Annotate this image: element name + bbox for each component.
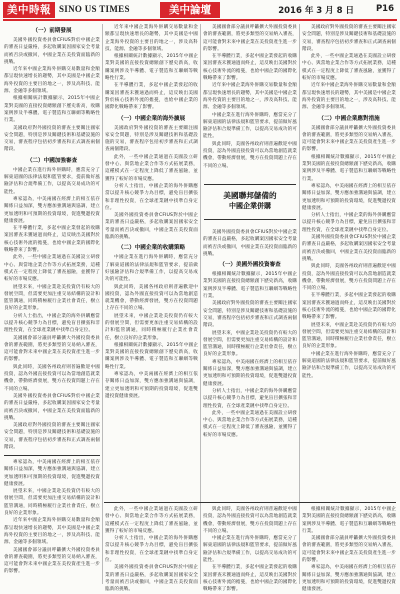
paragraph: 專家認為，中美兩國在經濟上的相互依存關係日益加深，雙方應加強溝通與協調，建立更加透明和可預期的投資環境，促進雙邊投資健康發展。: [4, 460, 100, 487]
page-number: P16: [375, 4, 394, 14]
article-headline: [204, 184, 296, 220]
headline-line-2: 中國企業併購: [229, 202, 271, 210]
paragraph: 中國企業在進行海外併購時，應當充分了解東道國的法律法規和監管要求，提前做好風險評估和合規準備工作，以提高交易成功的可能性。: [4, 167, 100, 195]
section-subhead: （一）中國企業的海外擴展: [117, 115, 186, 122]
paragraph: 此外，一些中國企業通過在美國設立研發中心、與當地企業合作等方式拓展業務，這種模式在一定程度上降低了審查風險，並獲得了較好的市場反應。: [105, 154, 198, 182]
paragraph: 與此同時，美國各州政府則普遍歡迎中國投資，認為外國直接投資可以為當地創造就業機會，帶動經濟發展，雙方在投資問題上存在不同的立場。: [203, 141, 297, 169]
paragraph: 美國政府對外國投資的審查主要關注國家安全問題，特別是涉及關鍵技術和基礎設施的交易，審查程序包括初步審查和正式調查兩個階段。: [4, 125, 100, 153]
paragraph: 分析人士指出，中國企業的海外併購應當以提升核心競爭力為目標，避免盲目擴張和非理性投資，在全球產業鏈中找準自身定位。: [302, 213, 396, 233]
column-1: [4, 24, 100, 452]
paragraph: 展望未來，中國企業赴美投資仍有較大的發展空間，但需要更加注重交易結構的設計和監管溝通，同時積極履行企業社會責任，樹立良好的企業形象。: [302, 322, 396, 350]
paragraph: 美國國會部分議員呼籲擴大外國投資委員會的審查範圍，將更多類型的交易納入審查，這可能會對未來中國企業在美投資產生進一步的影響。: [203, 25, 297, 52]
paragraph: 專家認為，中美兩國在經濟上的相互依存關係日益加深，雙方應加強溝通與協調，建立更加透明和可預期的投資環境，促進雙邊投資健康發展。: [203, 359, 297, 387]
paragraph: 近年來中國企業海外併購交易數量和金額都呈現快速增長的趨勢，其中美國是中國企業海外投資的主要目的地之一，涉及高科技、能源、金融等多個領域。: [4, 67, 100, 95]
paragraph: 分析人士指出，中國企業的海外併購應當以提升核心競爭力為目標，避免盲目擴張和非理性投資，在全球產業鏈中找準自身定位。: [203, 388, 297, 409]
column-3-lower: [203, 506, 297, 593]
paragraph: 在半導體行業，多起中國企業發起的收購案因審查未獲通過而終止，這反映出美國對於核心技術外流的擔憂，也給中國企業的國際化戰略帶來了影響。: [105, 83, 198, 111]
paragraph: 美國國會部分議員呼籲擴大外國投資委員會的審查範圍，將更多類型的交易納入審查，這可能會對未來中國企業在美投資產生進一步的影響。: [4, 547, 100, 575]
paragraph: 專家認為，中美兩國在經濟上的相互依存關係日益加深，雙方應加強溝通與協調，建立更加透明和可預期的投資環境，促進雙邊投資健康發展。: [302, 183, 396, 211]
column-divider: [299, 24, 300, 584]
paragraph: 美國政府對外國投資的審查主要關注國家安全問題，特別是涉及關鍵技術和基礎設施的交易，審查程序包括初步審查和正式調查兩個階段。: [4, 423, 100, 451]
paragraph: 此外，一些中國企業通過在美國設立研發中心、與當地企業合作等方式拓展業務，這種模式在一定程度上降低了審查風險，並獲得了較好的市場反應。: [203, 410, 297, 438]
newspaper-logo: 美中時報: [3, 2, 55, 18]
paragraph: 美國外國投資委員會CFIUS對於中國企業的審查日益嚴格，多起收購案因國家安全考量而被否決或撤回，中國企業在美投資面臨新的挑戰。: [105, 213, 198, 241]
paragraph: 與此同時，美國各州政府則普遍歡迎中國投資，認為外國直接投資可以為當地創造就業機會，帶動經濟發展，雙方在投資問題上存在不同的立場。: [105, 284, 198, 312]
section-subhead: （一）前期發展: [32, 28, 72, 34]
column-3-upper: [203, 24, 297, 181]
paragraph: 在半導體行業，多起中國企業發起的收購案因審查未獲通過而終止，這反映出美國對於核心技術外流的擔憂，也給中國企業的國際化戰略帶來了影響。: [203, 54, 297, 82]
paragraph: 美國國會部分議員呼籲擴大外國投資委員會的審查範圍，將更多類型的交易納入審查，這可能會對未來中國企業在美投資產生進一步的影響。: [302, 125, 396, 153]
header-rule: [3, 19, 397, 21]
paragraph: 根據相關統計數據顯示，2015年中國企業對美國的直接投資總額創下歷史新高，收購案例涉及半導體、電子製造和互聯網等戰略性行業。: [105, 342, 198, 370]
paragraph: 展望未來，中國企業赴美投資仍有較大的發展空間，但需要更加注重交易結構的設計和監管溝通，同時積極履行企業社會責任，樹立良好的企業形象。: [4, 284, 100, 312]
section-subhead: （二）中國加強審查: [26, 157, 78, 164]
paragraph: 專家認為，中美兩國在經濟上的相互依存關係日益加深，雙方應加強溝通與協調，建立更加透明和可預期的投資環境，促進雙邊投資健康發展。: [4, 196, 100, 224]
paragraph: 分析人士指出，中國企業的海外併購應當以提升核心競爭力為目標，避免盲目擴張和非理性投資，在全球產業鏈中找準自身定位。: [105, 536, 198, 564]
column-3-mid: [203, 229, 297, 499]
newspaper-name: SINO US TIMES: [59, 4, 130, 14]
paragraph: 美國國會部分議員呼籲擴大外國投資委員會的審查範圍，將更多類型的交易納入審查，這可能會對未來中國企業在美投資產生進一步的影響。: [4, 335, 100, 363]
section-subhead: （二）中國企業的收購策略: [117, 245, 186, 252]
paragraph: 中國企業在進行海外併購時，應當充分了解東道國的法律法規和監管要求，提前做好風險評估和合規準備工作，以提高交易成功的可能性。: [203, 112, 297, 140]
paragraph: 美國外國投資委員會CFIUS對於中國企業的審查日益嚴格，多起收購案因國家安全考量而被否決或撤回，中國企業在美投資面臨新的挑戰。: [4, 393, 100, 421]
paragraph: 中國企業在進行海外併購時，應當充分了解東道國的法律法規和監管要求，提前做好風險評估和合規準備工作，以提高交易成功的可能性。: [203, 536, 297, 564]
article-separator: [104, 502, 396, 503]
paragraph: 與此同時，美國各州政府則普遍歡迎中國投資，認為外國直接投資可以為當地創造就業機會，帶動經濟發展，雙方在投資問題上存在不同的立場。: [302, 264, 396, 292]
column-divider: [200, 24, 201, 584]
page-header: [0, 0, 400, 20]
paragraph: 近年來中國企業海外併購交易數量和金額都呈現快速增長的趨勢，其中美國是中國企業海外投資的主要目的地之一，涉及高科技、能源、金融等多個領域。: [203, 83, 297, 111]
paragraph: 美國外國投資委員會CFIUS對於中國企業的審查日益嚴格，多起收購案因國家安全考量而被否決或撤回，中國企業在美投資面臨新的挑戰。: [105, 565, 198, 593]
headline-line-1: 美國聯邦儲備的: [223, 191, 277, 200]
paragraph: 近年來中國企業海外併購交易數量和金額都呈現快速增長的趨勢，其中美國是中國企業海外投資的主要目的地之一，涉及高科技、能源、金融等多個領域。: [4, 518, 100, 546]
paragraph: 美國政府對外國投資的審查主要關注國家安全問題，特別是涉及關鍵技術和基礎設施的交易，審查程序包括初步審查和正式調查兩個階段。: [105, 125, 198, 153]
paragraph: 在半導體行業，多起中國企業發起的收購案因審查未獲通過而終止，這反映出美國對於核心技術外流的擔憂，也給中國企業的國際化戰略帶來了影響。: [4, 226, 100, 254]
paragraph: 根據相關統計數據顯示，2015年中國企業對美國的直接投資總額創下歷史新高，收購案例涉及半導體、電子製造和互聯網等戰略性行業。: [302, 507, 396, 534]
article-separator: [4, 455, 100, 456]
paragraph: 在半導體行業，多起中國企業發起的收購案因審查未獲通過而終止，這反映出美國對於核心技術外流的擔憂，也給中國企業的國際化戰略帶來了影響。: [203, 565, 297, 593]
paragraph: 在半導體行業，多起中國企業發起的收購案因審查未獲通過而終止，這反映出美國對於核心技術外流的擔憂，也給中國企業的國際化戰略帶來了影響。: [302, 293, 396, 321]
paragraph: 與此同時，美國各州政府則普遍歡迎中國投資，認為外國直接投資可以為當地創造就業機會，帶動經濟發展，雙方在投資問題上存在不同的立場。: [203, 507, 297, 534]
paragraph: 展望未來，中國企業赴美投資仍有較大的發展空間，但需要更加注重交易結構的設計和監管溝通，同時積極履行企業社會責任，樹立良好的企業形象。: [203, 330, 297, 358]
paragraph: 根據相關統計數據顯示，2015年中國企業對美國的直接投資總額創下歷史新高，收購案例涉及半導體、電子製造和互聯網等戰略性行業。: [105, 54, 198, 82]
paragraph: 根據相關統計數據顯示，2015年中國企業對美國的直接投資總額創下歷史新高，收購案例涉及半導體、電子製造和互聯網等戰略性行業。: [4, 96, 100, 124]
section-subhead: （二）中國企業應對措施: [318, 115, 380, 122]
paragraph: 分析人士指出，中國企業的海外併購應當以提升核心競爭力為目標，避免盲目擴張和非理性投資，在全球產業鏈中找準自身定位。: [4, 313, 100, 334]
column-4-lower: [302, 506, 396, 593]
paragraph: 近年來中國企業海外併購交易數量和金額都呈現快速增長的趨勢，其中美國是中國企業海外投資的主要目的地之一，涉及高科技、能源、金融等多個領域。: [105, 25, 198, 52]
paragraph: 美國政府對外國投資的審查主要關注國家安全問題，特別是涉及關鍵技術和基礎設施的交易，審查程序包括初步審查和正式調查兩個階段。: [203, 301, 297, 329]
paragraph: 美國外國投資委員會CFIUS對於中國企業的審查日益嚴格，多起收購案因國家安全考量而被否決或撤回，中國企業在美投資面臨新的挑戰。: [4, 38, 100, 65]
paragraph: 專家認為，中美兩國在經濟上的相互依存關係日益加深，雙方應加強溝通與協調，建立更加透明和可預期的投資環境，促進雙邊投資健康發展。: [302, 565, 396, 593]
section-subhead: （一）美國外國投資審查: [219, 262, 281, 269]
paragraph: 根據相關統計數據顯示，2015年中國企業對美國的直接投資總額創下歷史新高，收購案例涉及半導體、電子製造和互聯網等戰略性行業。: [302, 154, 396, 182]
paragraph: 與此同時，美國各州政府則普遍歡迎中國投資，認為外國直接投資可以為當地創造就業機會，帶動經濟發展，雙方在投資問題上存在不同的立場。: [4, 364, 100, 392]
paragraph: 分析人士指出，中國企業的海外併購應當以提升核心競爭力為目標，避免盲目擴張和非理性投資，在全球產業鏈中找準自身定位。: [105, 183, 198, 211]
paragraph: 中國企業在進行海外併購時，應當充分了解東道國的法律法規和監管要求，提前做好風險評估和合規準備工作，以提高交易成功的可能性。: [302, 351, 396, 379]
paragraph: 美國政府對外國投資的審查主要關注國家安全問題，特別是涉及關鍵技術和基礎設施的交易，審查程序包括初步審查和正式調查兩個階段。: [302, 25, 396, 52]
paragraph: 展望未來，中國企業赴美投資仍有較大的發展空間，但需要更加注重交易結構的設計和監管溝通，同時積極履行企業社會責任，樹立良好的企業形象。: [4, 489, 100, 517]
paragraph: 專家認為，中美兩國在經濟上的相互依存關係日益加深，雙方應加強溝通與協調，建立更加透明和可預期的投資環境，促進雙邊投資健康發展。: [105, 372, 198, 399]
column-4: [302, 24, 396, 499]
column-2: [105, 24, 198, 499]
paragraph: 美國外國投資委員會CFIUS對於中國企業的審查日益嚴格，多起收購案因國家安全考量而被否決或撤回，中國企業在美投資面臨新的挑戰。: [203, 230, 297, 257]
section-label: 美中論壇: [160, 2, 220, 18]
paragraph: 此外，一些中國企業通過在美國設立研發中心、與當地企業合作等方式拓展業務，這種模式在一定程度上降低了審查風險，並獲得了較好的市場反應。: [4, 255, 100, 283]
column-1-lower: [4, 459, 100, 587]
paragraph: 此外，一些中國企業通過在美國設立研發中心、與當地企業合作等方式拓展業務，這種模式在一定程度上降低了審查風險，並獲得了較好的市場反應。: [105, 507, 198, 534]
paragraph: 此外，一些中國企業通過在美國設立研發中心、與當地企業合作等方式拓展業務，這種模式在一定程度上降低了審查風險，並獲得了較好的市場反應。: [302, 54, 396, 82]
paragraph: 美國外國投資委員會CFIUS對於中國企業的審查日益嚴格，多起收購案因國家安全考量而被否決或撤回，中國企業在美投資面臨新的挑戰。: [302, 235, 396, 262]
paragraph: 中國企業在進行海外併購時，應當充分了解東道國的法律法規和監管要求，提前做好風險評估和合規準備工作，以提高交易成功的可能性。: [105, 255, 198, 283]
column-divider: [102, 24, 103, 584]
issue-date: 2016 年 3 月 8 日: [278, 6, 354, 16]
paragraph: 展望未來，中國企業赴美投資仍有較大的發展空間，但需要更加注重交易結構的設計和監管溝通，同時積極履行企業社會責任，樹立良好的企業形象。: [105, 313, 198, 341]
paragraph: 根據相關統計數據顯示，2015年中國企業對美國的直接投資總額創下歷史新高，收購案例涉及半導體、電子製造和互聯網等戰略性行業。: [203, 272, 297, 300]
paragraph: 美國國會部分議員呼籲擴大外國投資委員會的審查範圍，將更多類型的交易納入審查，這可能會對未來中國企業在美投資產生進一步的影響。: [302, 536, 396, 564]
paragraph: 近年來中國企業海外併購交易數量和金額都呈現快速增長的趨勢，其中美國是中國企業海外投資的主要目的地之一，涉及高科技、能源、金融等多個領域。: [302, 83, 396, 111]
column-2-lower: [105, 506, 198, 593]
